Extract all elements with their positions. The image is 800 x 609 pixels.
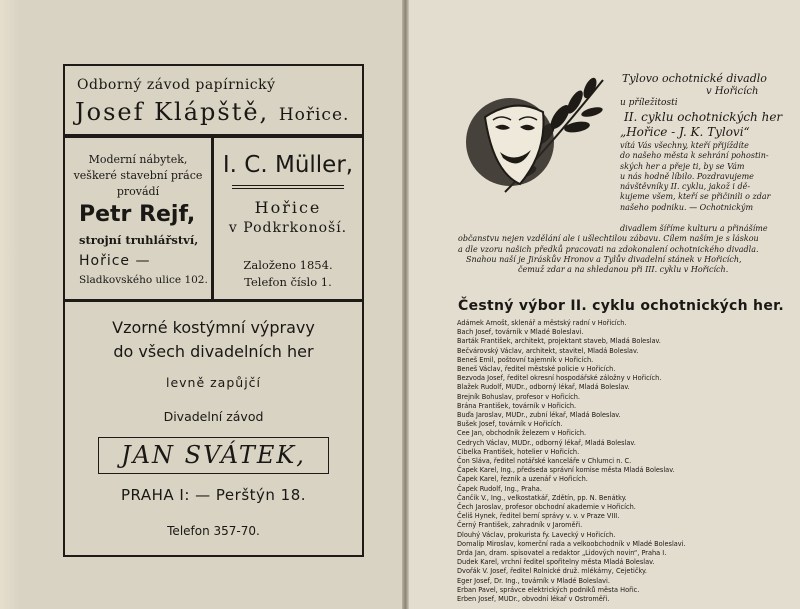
ad-svatek-address: PRAHA I: — Perštýn 18. xyxy=(120,486,307,504)
ad-muller-rule xyxy=(232,185,344,189)
theatre-mask-illustration xyxy=(465,72,615,217)
list-item: Čeliš Hynek, ředitel berní správy v. v. v Praze VIII. xyxy=(457,511,620,521)
ad-svatek-name-box xyxy=(98,437,329,474)
ad-svatek-line2: do všech divadelních her xyxy=(113,342,314,361)
ad-muller-phone: Telefon číslo 1. xyxy=(244,275,332,289)
welcome-line: vítá Vás všechny, kteří přijíždíte xyxy=(620,141,749,150)
welcome-line: kujeme všem, kteří se přičinili o zdar xyxy=(620,192,771,202)
list-item: Cee Jan, obchodník železem v Hořicích. xyxy=(457,428,587,438)
list-item: Bezvoda Josef, ředitel okresní hospodářské záložny v Hořicích. xyxy=(457,373,662,383)
ad-muller-region: v Podkrkonoší. xyxy=(228,220,348,236)
ad-svatek xyxy=(63,300,364,557)
welcome-text-narrow xyxy=(620,141,770,213)
ad-muller-city: Hořice xyxy=(254,198,322,217)
ad-rejf-street: Sladkovského ulice 102. xyxy=(79,274,208,286)
book-spine xyxy=(402,0,409,609)
list-item: Čapek Karel, řezník a uzenář v Hořicích. xyxy=(457,474,588,484)
welcome-line: do našeho města k sehrání pohostin- xyxy=(620,151,769,161)
list-item: Erban Pavel, správce elektrických podniků města Hořic. xyxy=(457,584,640,594)
ad-rejf-subtitle: strojní truhlářství, xyxy=(79,233,199,247)
ad-svatek-name: JAN SVÁTEK, xyxy=(121,441,306,469)
list-item: Čančík V., Ing., velkostatkář, Zdětín, pp. N. Benátky. xyxy=(457,492,627,502)
list-item: Cibelka František, hotelier v Hořicích. xyxy=(457,446,580,456)
welcome-line: ských her a přeje ti, by se Vám xyxy=(620,161,745,171)
list-item: Blažek Rudolf, MUDr., odborný lékař, Mladá Boleslav. xyxy=(457,382,630,392)
list-item: Čapek Karel, Ing., předseda správní komise města Mladá Boleslav. xyxy=(457,465,675,475)
list-item: Drda Jan, dram. spisovatel a redaktor „Lidových novin“, Praha I. xyxy=(457,548,667,558)
list-item: Erben Josef, MUDr., obvodní lékař v Ostroměři. xyxy=(457,594,610,604)
list-item: Čapek Rudolf, Ing., Praha. xyxy=(457,483,542,493)
welcome-line: u nás hodně líbilo. Pozdravujeme xyxy=(620,171,754,181)
welcome-line: občanstvu nejen vzdělání ale i ušlechtilou zábavu. Cílem naším je s láskou xyxy=(458,234,759,244)
welcome-line: divadlem šíříme kulturu a přinášíme xyxy=(620,224,768,233)
ad-rejf-city: Hořice — xyxy=(79,253,151,269)
list-item: Brejník Bohuslav, profesor v Hořicích. xyxy=(457,391,580,401)
list-item: Bušek Josef, továrník v Hořicích. xyxy=(457,419,563,429)
list-item: Dvořák V. Josef, ředitel Rolnické druž. mlékárny, Cejetičky. xyxy=(457,566,647,576)
ad-klapste-tagline: Odborný závod papírnický xyxy=(77,77,276,93)
honor-committee-list xyxy=(457,318,686,603)
list-item: Cedrych Václav, MUDr., odborný lékař, Mladá Boleslav. xyxy=(457,437,636,447)
ad-rejf-intro-line: veškeré stavební práce xyxy=(73,169,203,182)
list-item: Čech Jaroslav, profesor obchodní akademie v Hořicích. xyxy=(457,502,636,512)
welcome-text-wide xyxy=(458,224,768,275)
ad-muller-established: Založeno 1854. xyxy=(243,258,333,272)
theatre-name: Tylovo ochotnické divadlo xyxy=(622,72,767,85)
left-page-edge xyxy=(0,0,20,609)
welcome-line: návštěvníky II. cyklu, jakož i dě- xyxy=(620,182,751,192)
welcome-line: a dle vzoru našich předků pracovati na zdokonalení ochotnického divadla. xyxy=(458,244,759,254)
ad-rejf-intro-line: provádí xyxy=(116,185,160,198)
list-item: Beneš Václav, ředitel městské policie v Hořicích. xyxy=(457,364,616,374)
ad-muller xyxy=(212,136,364,301)
list-item: Barták František, architekt, projektant staveb, Mladá Boleslav. xyxy=(457,336,661,346)
ad-svatek-line1: Vzorné kostýmní výpravy xyxy=(112,318,315,337)
ad-svatek-phone: Telefon 357-70. xyxy=(167,524,260,538)
occasion-intro: u příležitosti xyxy=(620,98,678,108)
ad-klapste xyxy=(63,64,364,136)
cycle-title: II. cyklu ochotnických her xyxy=(624,110,783,124)
list-item: Eger Josef, Dr. Ing., továrník v Mladé Boleslavi. xyxy=(457,575,610,585)
theatre-city: v Hořicích xyxy=(706,86,759,97)
list-item: Bečvárovský Václav, architekt, stavitel, Mladá Boleslav. xyxy=(457,345,639,355)
ad-rejf xyxy=(63,136,213,301)
list-item: Dlouhý Václav, prokurista fy. Lavecký v Hořicích. xyxy=(457,529,616,539)
list-item: Dudek Karel, vrchní ředitel spořitelny města Mladá Boleslav. xyxy=(457,557,655,567)
ad-svatek-line4: Divadelní závod xyxy=(163,409,264,424)
ad-svatek-line3: levně zapůjčí xyxy=(165,375,262,390)
list-item: Brána František, továrník v Hořicích. xyxy=(457,400,577,410)
cycle-subtitle: „Hořice - J. K. Tylovi“ xyxy=(620,125,750,139)
welcome-line: Snahou naší je Jiráskův Hronov a Tylův divadelní stánek v Hořicích, xyxy=(466,254,742,264)
ad-rejf-intro-line: Moderní nábytek, xyxy=(88,153,188,166)
list-item: Domalíp Miroslav, komerční rada a velkoobchodník v Mladé Boleslavi. xyxy=(457,538,686,548)
ad-muller-name: I. C. Müller, xyxy=(222,152,354,178)
list-item: Čon Sláva, ředitel notářské kanceláře v Chlumci n. C. xyxy=(457,456,632,466)
ad-rejf-intro xyxy=(65,152,211,200)
list-item: Beneš Emil, poštovní tajemník v Hořicích. xyxy=(457,354,594,364)
welcome-line: našeho podniku. — Ochotnickým xyxy=(620,202,754,212)
list-item: Adámek Arnošt, sklenář a městský radní v Hořicích. xyxy=(457,318,627,327)
ad-klapste-name-line xyxy=(75,98,349,126)
list-item: Černý František, zahradník v Jaroměři. xyxy=(457,520,583,530)
honor-committee-title: Čestný výbor II. cyklu ochotnických her. xyxy=(458,298,784,314)
welcome-line: čemuž zdar a na shledanou při III. cyklu v Hořicích. xyxy=(518,265,729,275)
ad-klapste-city: Hořice. xyxy=(278,105,350,125)
list-item: Bach Josef, továrník v Mladé Boleslavi. xyxy=(457,327,584,337)
ad-klapste-name: Josef Klápště, xyxy=(75,98,270,126)
list-item: Buďa Jaroslav, MUDr., zubní lékař, Mladá Boleslav. xyxy=(457,410,621,420)
ad-rejf-name: Petr Rejf, xyxy=(79,202,196,227)
